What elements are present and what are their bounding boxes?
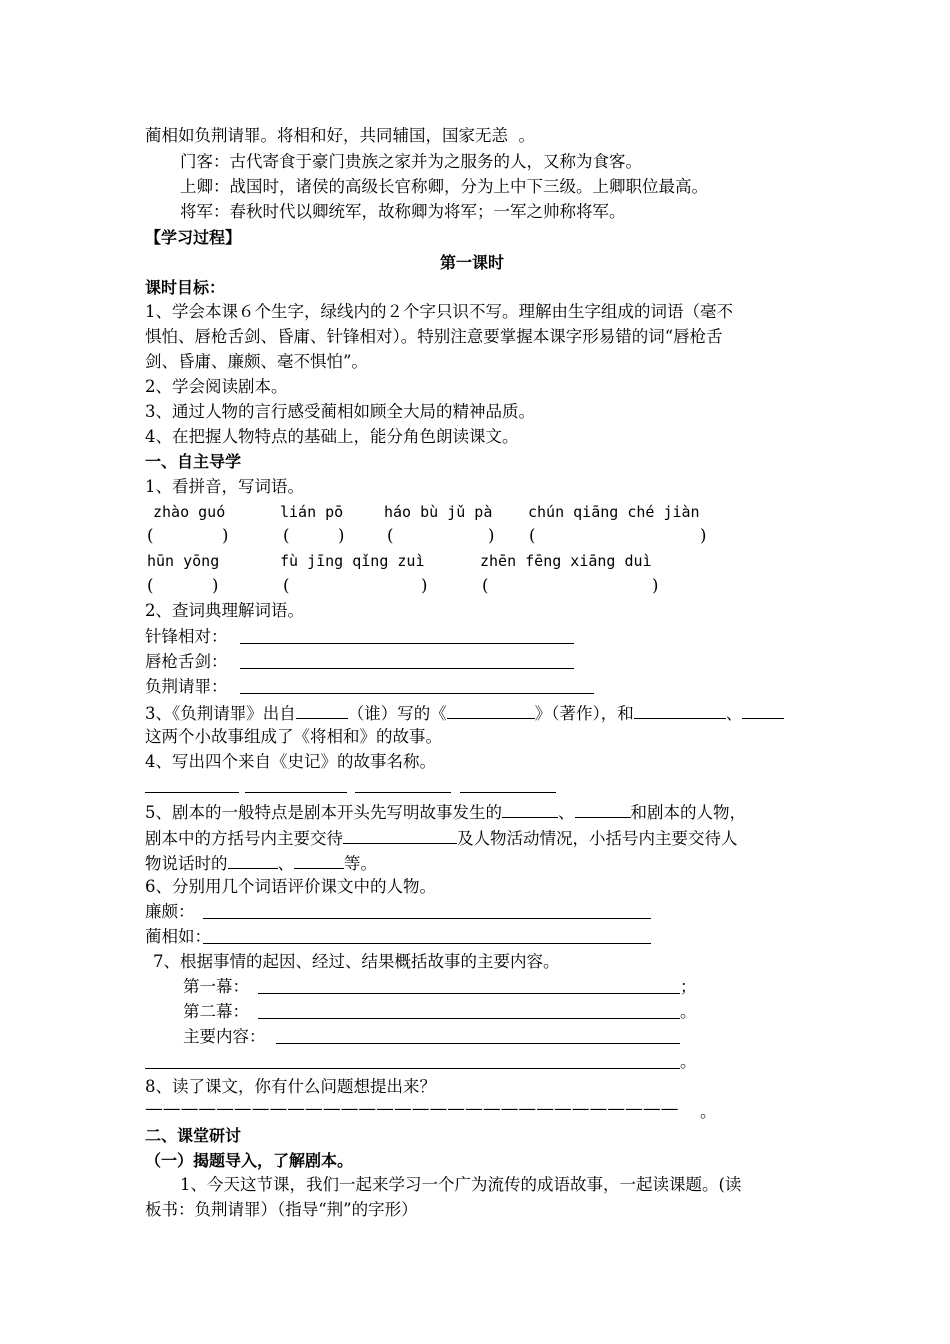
intro-line: 蔺相如负荆请罪。将相和好，共同辅国，国家无恙 。 bbox=[145, 126, 535, 145]
para-1b: 板书：负荆请罪）（指导“荆”的字形） bbox=[145, 1200, 418, 1219]
q5-part-d: 剧本中的方括号内主要交待 bbox=[145, 829, 343, 848]
pinyin-hunyong: hūn yōng bbox=[147, 552, 220, 570]
paren-open: ( bbox=[283, 576, 290, 595]
section2-sub1: （一）揭题导入，了解剧本。 bbox=[145, 1151, 354, 1170]
paren-open: ( bbox=[482, 576, 489, 595]
q5-part-c: 和剧本的人物， bbox=[630, 803, 746, 822]
q5-line1 bbox=[145, 800, 746, 824]
author-blank[interactable] bbox=[296, 701, 348, 719]
answer-line[interactable] bbox=[460, 792, 556, 793]
pinyin-fujingqingzui: fù jīng qǐng zuì bbox=[280, 552, 425, 570]
main-label: 主要内容： bbox=[183, 1027, 266, 1046]
lesson-title: 第一课时 bbox=[440, 253, 505, 272]
goal-1b: 惧怕、唇枪舌剑、昏庸、针锋相对）。特别注意要掌握本课字形易错的词“唇枪舌 bbox=[145, 327, 723, 346]
paren-open: ( bbox=[147, 526, 154, 545]
q6-lin-label: 蔺相如： bbox=[145, 927, 211, 946]
q5-part-a: 5、剧本的一般特点是剧本开头先写明故事发生的 bbox=[145, 803, 502, 822]
q5-part-e: 及人物活动情况，小括号内主要交待人 bbox=[457, 829, 738, 848]
answer-line[interactable] bbox=[203, 943, 651, 944]
act2-end: 。 bbox=[680, 1002, 697, 1021]
q3-part-a: 3、《负荆请罪》出自 bbox=[145, 704, 296, 723]
q8-answer-line[interactable]: —————————————————————————————— bbox=[145, 1098, 679, 1119]
paren-close: ) bbox=[421, 576, 428, 595]
q1-text: 1、看拼音，写词语。 bbox=[145, 477, 304, 496]
paren-open: ( bbox=[283, 526, 290, 545]
paren-close: ) bbox=[700, 526, 707, 545]
q6-text: 6、分别用几个词语评价课文中的人物。 bbox=[145, 877, 436, 896]
pinyin-lianpo: lián pō bbox=[280, 503, 344, 521]
q8-text: 8、读了课文，你有什么问题想提出来？ bbox=[145, 1077, 436, 1096]
paren-close: ) bbox=[488, 526, 495, 545]
time-blank[interactable] bbox=[502, 800, 558, 818]
term-fujing: 负荆请罪： bbox=[145, 677, 228, 696]
answer-line[interactable] bbox=[240, 693, 594, 694]
answer-line[interactable] bbox=[258, 993, 680, 994]
q5-line2 bbox=[145, 826, 738, 850]
q8-end: 。 bbox=[700, 1102, 717, 1121]
q5-part-g: 、 bbox=[277, 854, 294, 873]
paren-close: ) bbox=[652, 576, 659, 595]
paren-open: ( bbox=[387, 526, 394, 545]
jiangjun-definition: 将军：春秋时代以卿统军，故称卿为将军；一军之帅称将军。 bbox=[180, 202, 626, 221]
q3-part-b: （谁）写的《 bbox=[347, 704, 447, 723]
q2-text: 2、查词典理解词语。 bbox=[145, 601, 304, 620]
answer-line[interactable] bbox=[258, 1018, 680, 1019]
q3-part-d: 、 bbox=[725, 704, 743, 723]
answer-line[interactable] bbox=[355, 792, 451, 793]
answer-line[interactable] bbox=[276, 1043, 680, 1044]
work-blank[interactable] bbox=[447, 701, 535, 719]
q5-line3 bbox=[145, 851, 377, 875]
paren-close: ) bbox=[222, 526, 229, 545]
term-chunqiang: 唇枪舌剑： bbox=[145, 652, 228, 671]
section2-heading: 二、课堂研讨 bbox=[145, 1126, 242, 1145]
pinyin-chunqiang: chún qiāng ché jiàn bbox=[528, 503, 700, 521]
expression-blank[interactable] bbox=[228, 851, 278, 869]
q7-text: 7、根据事情的起因、经过、结果概括故事的主要内容。 bbox=[153, 952, 560, 971]
answer-line[interactable] bbox=[203, 918, 651, 919]
term-zhenfeng: 针锋相对： bbox=[145, 627, 228, 646]
answer-line[interactable] bbox=[245, 792, 347, 793]
place-blank[interactable] bbox=[575, 800, 631, 818]
q3-line bbox=[145, 701, 784, 725]
q3-part-e: 这两个小故事组成了《将相和》的故事。 bbox=[145, 727, 442, 746]
goal-4: 4、在把握人物特点的基础上，能分角色朗读课文。 bbox=[145, 427, 519, 446]
paren-close: ) bbox=[212, 576, 219, 595]
process-heading: 【学习过程】 bbox=[145, 228, 242, 247]
story-blank[interactable] bbox=[742, 701, 784, 719]
q3-part-c: 》（著作），和 bbox=[534, 704, 634, 723]
goal-3: 3、通过人物的言行感受蔺相如顾全大局的精神品质。 bbox=[145, 402, 535, 421]
q5-part-h: 等。 bbox=[344, 854, 377, 873]
act1-label: 第一幕： bbox=[183, 977, 249, 996]
q5-part-b: 、 bbox=[558, 803, 575, 822]
pinyin-haobujupa: háo bù jǔ pà bbox=[384, 503, 493, 521]
act2-label: 第二幕： bbox=[183, 1002, 249, 1021]
q4-text: 4、写出四个来自《史记》的故事名称。 bbox=[145, 752, 436, 771]
main-end: 。 bbox=[680, 1052, 697, 1071]
menke-definition: 门客：古代寄食于豪门贵族之家并为之服务的人，又称为食客。 bbox=[180, 152, 642, 171]
action-blank[interactable] bbox=[294, 851, 344, 869]
section1-heading: 一、自主导学 bbox=[145, 452, 242, 471]
goal-1c: 剑、昏庸、廉颇、毫不惧怕”。 bbox=[145, 352, 368, 371]
act1-end: ； bbox=[680, 977, 697, 996]
answer-line[interactable] bbox=[145, 792, 239, 793]
paren-close: ) bbox=[338, 526, 345, 545]
pinyin-zhaoguo: zhào guó bbox=[153, 503, 226, 521]
q5-part-f: 物说话时的 bbox=[145, 854, 228, 873]
scene-blank[interactable] bbox=[343, 826, 457, 844]
story-blank[interactable] bbox=[634, 701, 726, 719]
q6-lianpo-label: 廉颇： bbox=[145, 902, 195, 921]
paren-open: ( bbox=[147, 576, 154, 595]
goals-heading: 课时目标： bbox=[145, 278, 226, 297]
goal-1a: 1、学会本课６个生字，绿线内的２个字只识不写。理解由生字组成的词语（毫不 bbox=[145, 302, 733, 321]
answer-line[interactable] bbox=[240, 668, 574, 669]
goal-2: 2、学会阅读剧本。 bbox=[145, 377, 288, 396]
para-1a: 1、今天这节课，我们一起来学习一个广为流传的成语故事，一起读课题。(读 bbox=[180, 1175, 742, 1194]
paren-open: ( bbox=[529, 526, 536, 545]
pinyin-zhenfeng: zhēn fēng xiāng duì bbox=[480, 552, 652, 570]
answer-line[interactable] bbox=[145, 1068, 680, 1069]
answer-line[interactable] bbox=[240, 643, 574, 644]
shangqing-definition: 上卿：战国时，诸侯的高级长官称卿，分为上中下三级。上卿职位最高。 bbox=[180, 177, 708, 196]
